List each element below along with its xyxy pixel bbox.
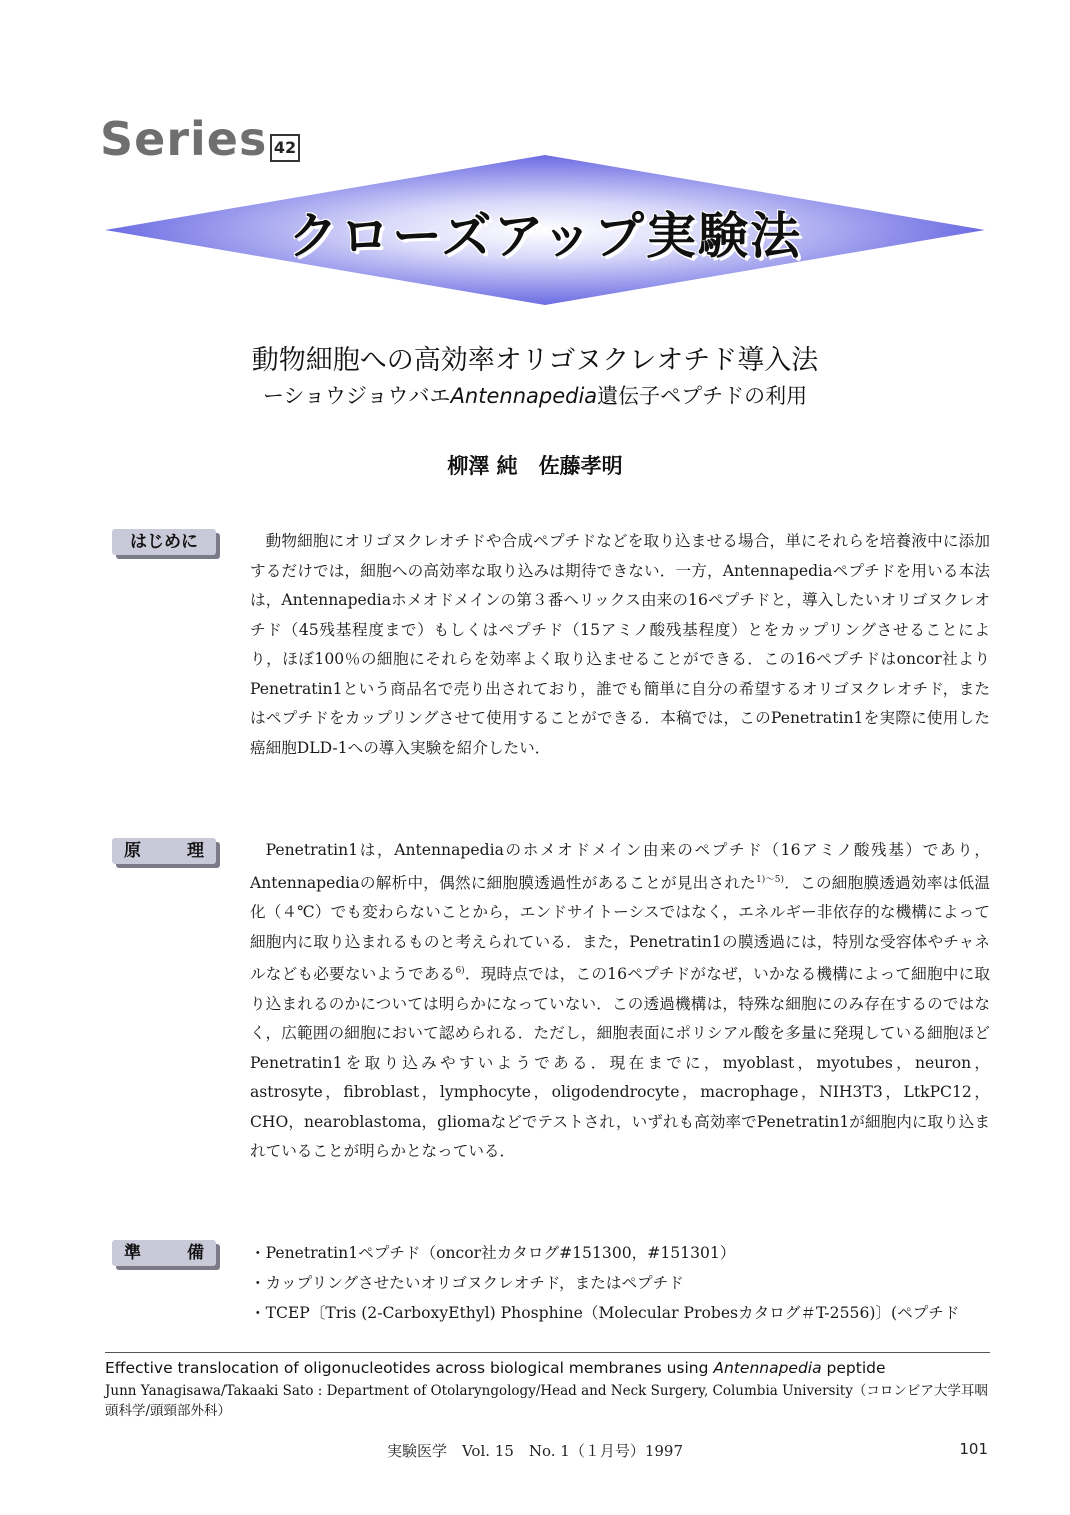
subtitle-prefix: ーショウジョウバエ [262,384,451,408]
article-title: 動物細胞への高効率オリゴヌクレオチド導入法 [251,345,819,376]
principle-text-1: Penetratin1は，Antennapediaのホメオドメイン由来のペプチド（16アミノ酸残基）であり，Antennapediaの解析中，偶然に細胞膜透過性があることが見出された [250,841,990,892]
article-authors: 柳澤 純 佐藤孝明 [447,454,623,478]
section-label-intro [112,529,216,555]
subtitle-suffix: 遺伝子ペプチドの利用 [597,384,808,408]
article-subtitle [0,380,1070,410]
subtitle-italic: Antennapedia [450,384,598,408]
english-title-prefix: Effective translocation of oligonucleotides across biological membranes using [105,1359,714,1377]
english-title-suffix: peptide [821,1359,886,1377]
label-char-1: 原 [124,841,141,861]
footer-divider [105,1352,990,1353]
journal-citation: 実験医学 Vol. 15 No. 1（１月号）1997 [386,1442,684,1460]
section-label-preparation [112,1240,216,1266]
reference-1: 1)〜5) [756,874,784,885]
series-number-badge: 42 [270,134,300,162]
preparation-list [250,1238,995,1328]
intro-body [250,527,990,763]
section-label-principle [112,838,216,864]
list-item: ・Penetratin1ペプチド（oncor社カタログ#151300，#151301） [250,1244,736,1262]
english-title [105,1359,1005,1377]
reference-2: 6) [455,966,465,977]
intro-paragraph: 動物細胞にオリゴヌクレオチドや合成ペプチドなどを取り込ませる場合，単にそれらを培養液中に添加するだけでは，細胞への高効率な取り込みは期待できない．一方，Antennapediaペプチドを用いる本法は，Antennapediaホメオドメインの第３番ヘリックス由来の16ペプチドと，導入したいオリゴヌクレオチド（45残基程度まで）もしくはペプチド（15アミノ酸残基程度）とをカップリングさせることにより，ほぼ100％の細胞にそれらを効率よく取り込ませることができる．この16ペプチドはoncor社よりPenetratin1という商品名で売り出されており，誰でも簡単に自分の希望するオリゴヌクレオチド，またはペプチドをカップリングさせて使用することができる．本稿では，このPenetratin1を実際に使用した癌細胞DLD-1への導入実験を紹介したい． [250,532,990,757]
principle-text-3: ．現時点では，この16ペプチドがなぜ，いかなる機構によって細胞中に取り込まれるのかについては明らかになっていない．この透過機構は，特殊な細胞にのみ存在するのではなく，広範囲の細胞において認められる．ただし，細胞表面にポリシアル酸を多量に発現している細胞ほどPenetratin1を取り込みやすいようである．現在までに，myoblast，myotubes，neuron，astrosyte，fibroblast，lymphocyte，oligodendrocyte，macrophage，NIH3T3，LtkPC12，CHO，nearoblastoma，gliomaなどでテストされ，いずれも高効率でPenetratin1が細胞内に取り込まれていることが明らかとなっている． [250,965,990,1161]
principle-body [250,836,990,1167]
english-title-italic: Antennapedia [713,1359,822,1377]
label-text: はじめに [130,532,198,552]
label-char-2: 備 [187,1243,204,1263]
label-char-1: 準 [124,1243,141,1263]
list-item: ・TCEP〔Tris (2-CarboxyEthyl) Phosphine（Molecular Probesカタログ＃T-2556)〕(ペプチド [250,1304,960,1322]
author-affiliation: Junn Yanagisawa/Takaaki Sato : Department of Otolaryngology/Head and Neck Surgery, Columbia University（コロンビア大学耳咽頭科学/頭頸部外科） [105,1383,988,1419]
series-label: Series [100,112,268,166]
principle-paragraph [250,836,990,1167]
banner-title: クローズアップ実験法 [288,207,802,265]
principle-text-2: ．この細胞膜透過効率は低温化（４℃）でも変わらないことから，エンドサイトーシスではなく，エネルギー非依存的な機構によって細胞内に取り込まれるものと考えられている．また，Penetratin1の膜透過には，特別な受容体やチャネルなども必要ないようである [250,873,990,984]
page-number: 101 [959,1440,988,1458]
list-item: ・カップリングさせたいオリゴヌクレオチド，またはペプチド [250,1274,684,1292]
label-char-2: 理 [187,841,204,861]
